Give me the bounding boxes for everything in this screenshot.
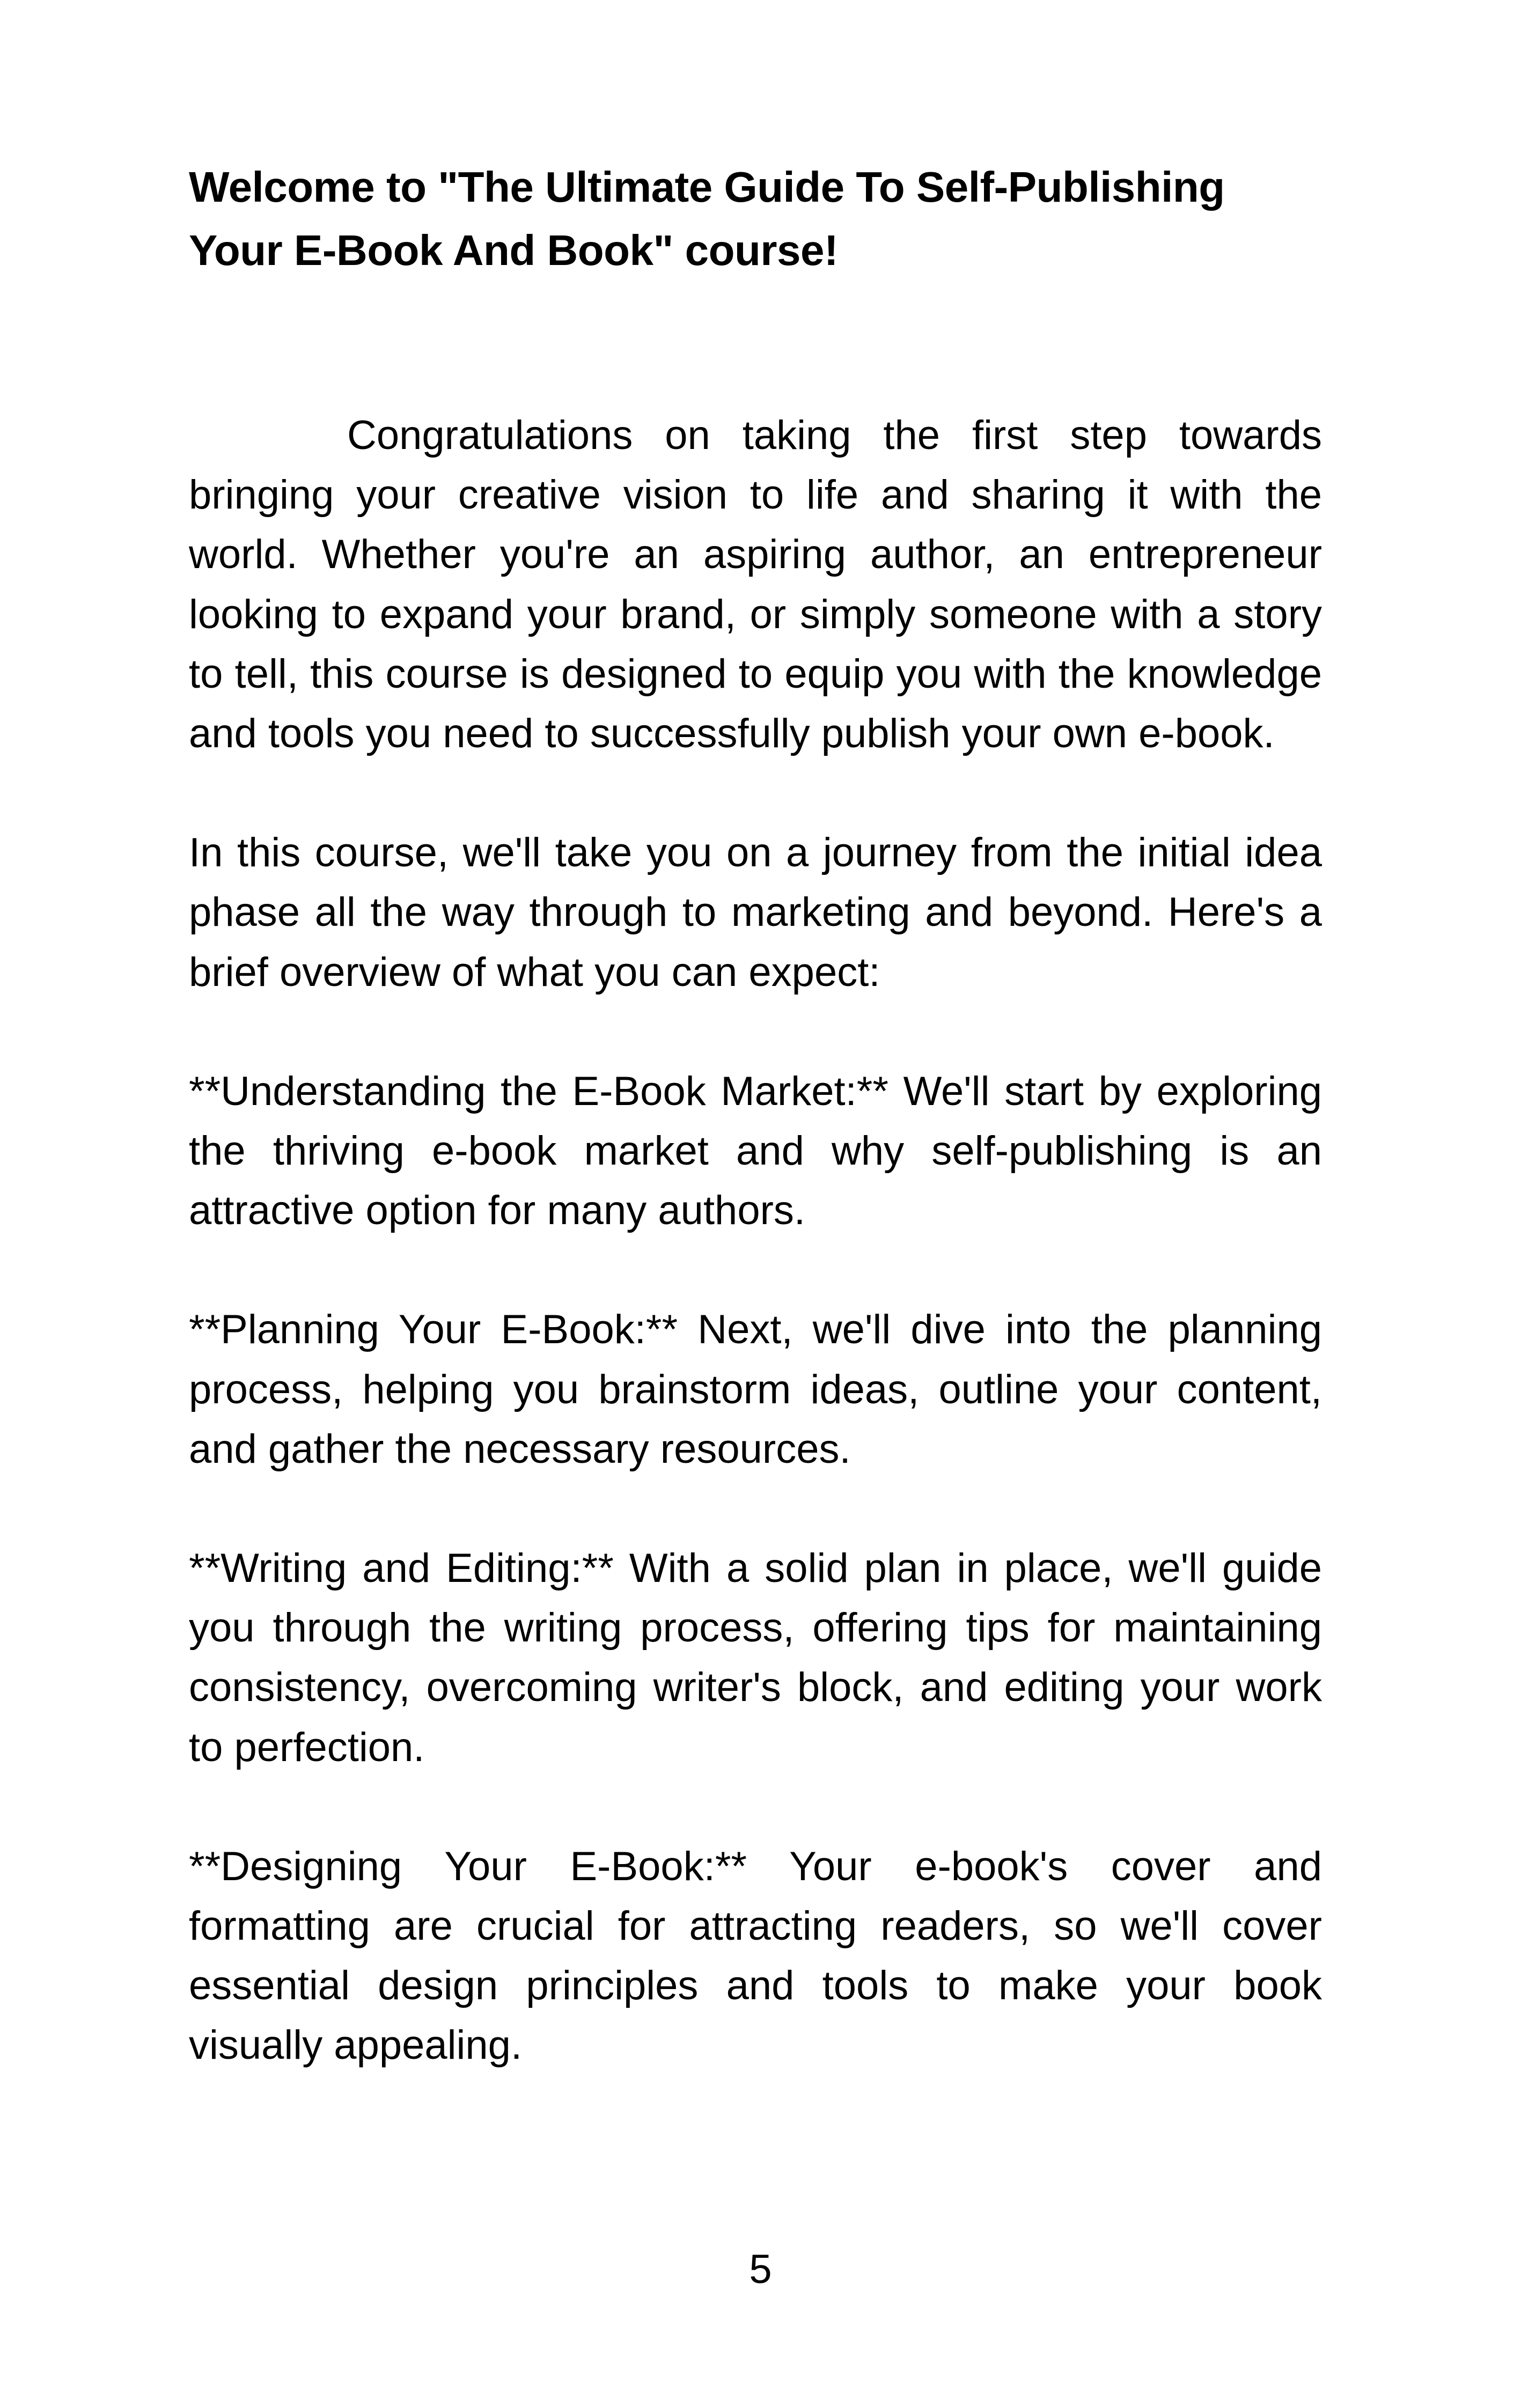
page-number: 5 — [749, 2247, 772, 2292]
market-paragraph: **Understanding the E-Book Market:** We'll start by exploring the thriving e-book market and why self-publishing is an attractive option for many authors. — [189, 1068, 1322, 1234]
writing-paragraph: **Writing and Editing:** With a solid plan in place, we'll guide you through the writing process, offering tips for maintaining consistency, overcoming writer's block, and editing your work to perfection. — [189, 1545, 1322, 1770]
intro-paragraph: Congratulations on taking the first step towards bringing your creative vision to life and sharing it with the world. Whether you're an aspiring author, an entrepreneur looking to expand your brand, or simply someone with a story to tell, this course is designed to equip you with the knowledge and tools you need to successfully publish your own e-book. — [189, 413, 1322, 757]
page-title: Welcome to "The Ultimate Guide To Self-Publishing Your E-Book And Book" course! — [189, 163, 1225, 274]
planning-paragraph: **Planning Your E-Book:** Next, we'll dive into the planning process, helping you brainstorm ideas, outline your content, and gather the necessary resources. — [189, 1307, 1322, 1472]
designing-paragraph: **Designing Your E-Book:** Your e-book's cover and formatting are crucial for attracting readers, so we'll cover essential design principles and tools to make your book visually appealing. — [189, 1843, 1322, 2068]
overview-paragraph: In this course, we'll take you on a journey from the initial idea phase all the way through to marketing and beyond. Here's a brief overview of what you can expect: — [189, 830, 1322, 995]
page-content — [189, 156, 1322, 2075]
